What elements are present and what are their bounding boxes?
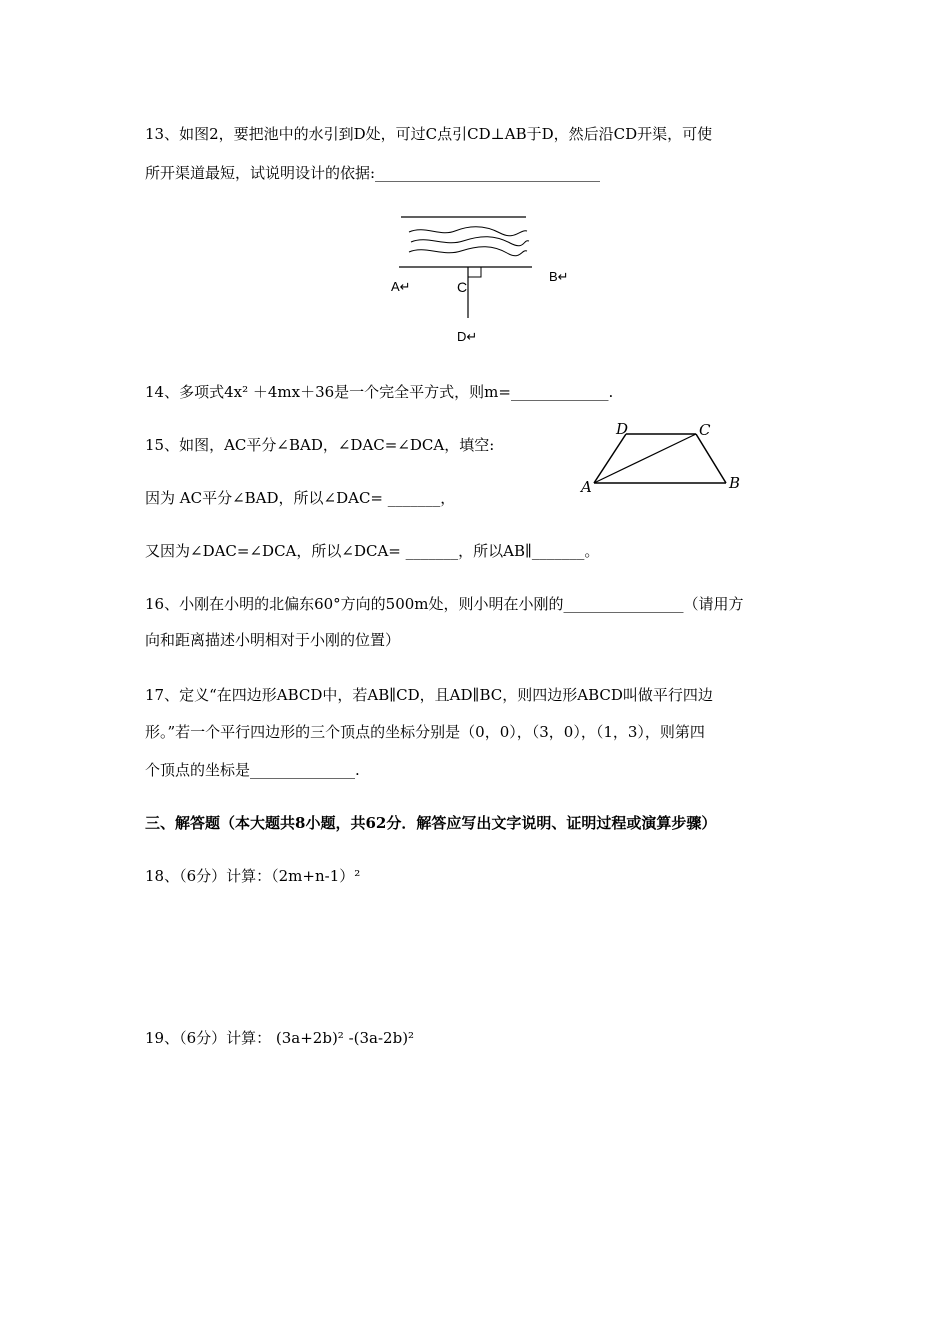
q16-line2: 向和距离描述小明相对于小刚的位置） <box>145 631 401 649</box>
water-wave-3 <box>409 247 527 256</box>
q17-line3: 个顶点的坐标是______________. <box>145 761 360 779</box>
section-3-heading: 三、解答题（本大题共8小题，共62分．解答应写出文字说明、证明过程或演算步骤） <box>145 814 717 832</box>
water-wave-2 <box>411 237 529 246</box>
q19-line: 19、（6分）计算： (3a+2b)² -(3a-2b)² <box>145 1029 415 1047</box>
q17-line2: 形。”若一个平行四边形的三个顶点的坐标分别是（0，0），（3，0），（1，3），则第四 <box>145 723 705 741</box>
q18-line: 18、（6分）计算：（2m+n-1）² <box>145 867 361 885</box>
q15-line1: 15、如图，AC平分∠BAD，∠DAC=∠DCA，填空: <box>145 436 495 454</box>
label-d: D↵ <box>457 329 478 344</box>
q13-line1: 13、如图2，要把池中的水引到D处，可过C点引CD⊥AB于D，然后沿CD开渠，可使 <box>145 125 713 143</box>
q14-line: 14、多项式4x² ＋4mx＋36是一个完全平方式，则m=_____________. <box>145 383 614 401</box>
q17-line1: 17、定义“在四边形ABCD中，若AB∥CD，且AD∥BC，则四边形ABCD叫做平行四边 <box>145 686 713 704</box>
label-b: B↵ <box>549 269 569 284</box>
label-a: A↵ <box>391 279 411 294</box>
q15-line2: 因为 AC平分∠BAD，所以∠DAC= _______， <box>145 489 456 507</box>
q13-figure <box>385 205 575 345</box>
q15-figure <box>575 418 750 498</box>
q16-line1: 16、小刚在小明的北偏东60°方向的500m处，则小明在小刚的________________（请用方 <box>145 595 744 613</box>
water-wave-1 <box>409 227 527 236</box>
vertex-c: C <box>699 421 711 439</box>
vertex-b: B <box>729 474 741 492</box>
vertex-d: D <box>616 420 629 438</box>
label-c: C <box>457 279 468 295</box>
q13-line2: 所开渠道最短，试说明设计的依据:______________________________ <box>145 164 601 182</box>
edge-cb <box>696 434 726 483</box>
right-angle-mark <box>468 267 481 277</box>
vertex-a: A <box>581 478 592 496</box>
q15-line3: 又因为∠DAC=∠DCA，所以∠DCA= _______，所以AB∥_______。 <box>145 542 600 560</box>
